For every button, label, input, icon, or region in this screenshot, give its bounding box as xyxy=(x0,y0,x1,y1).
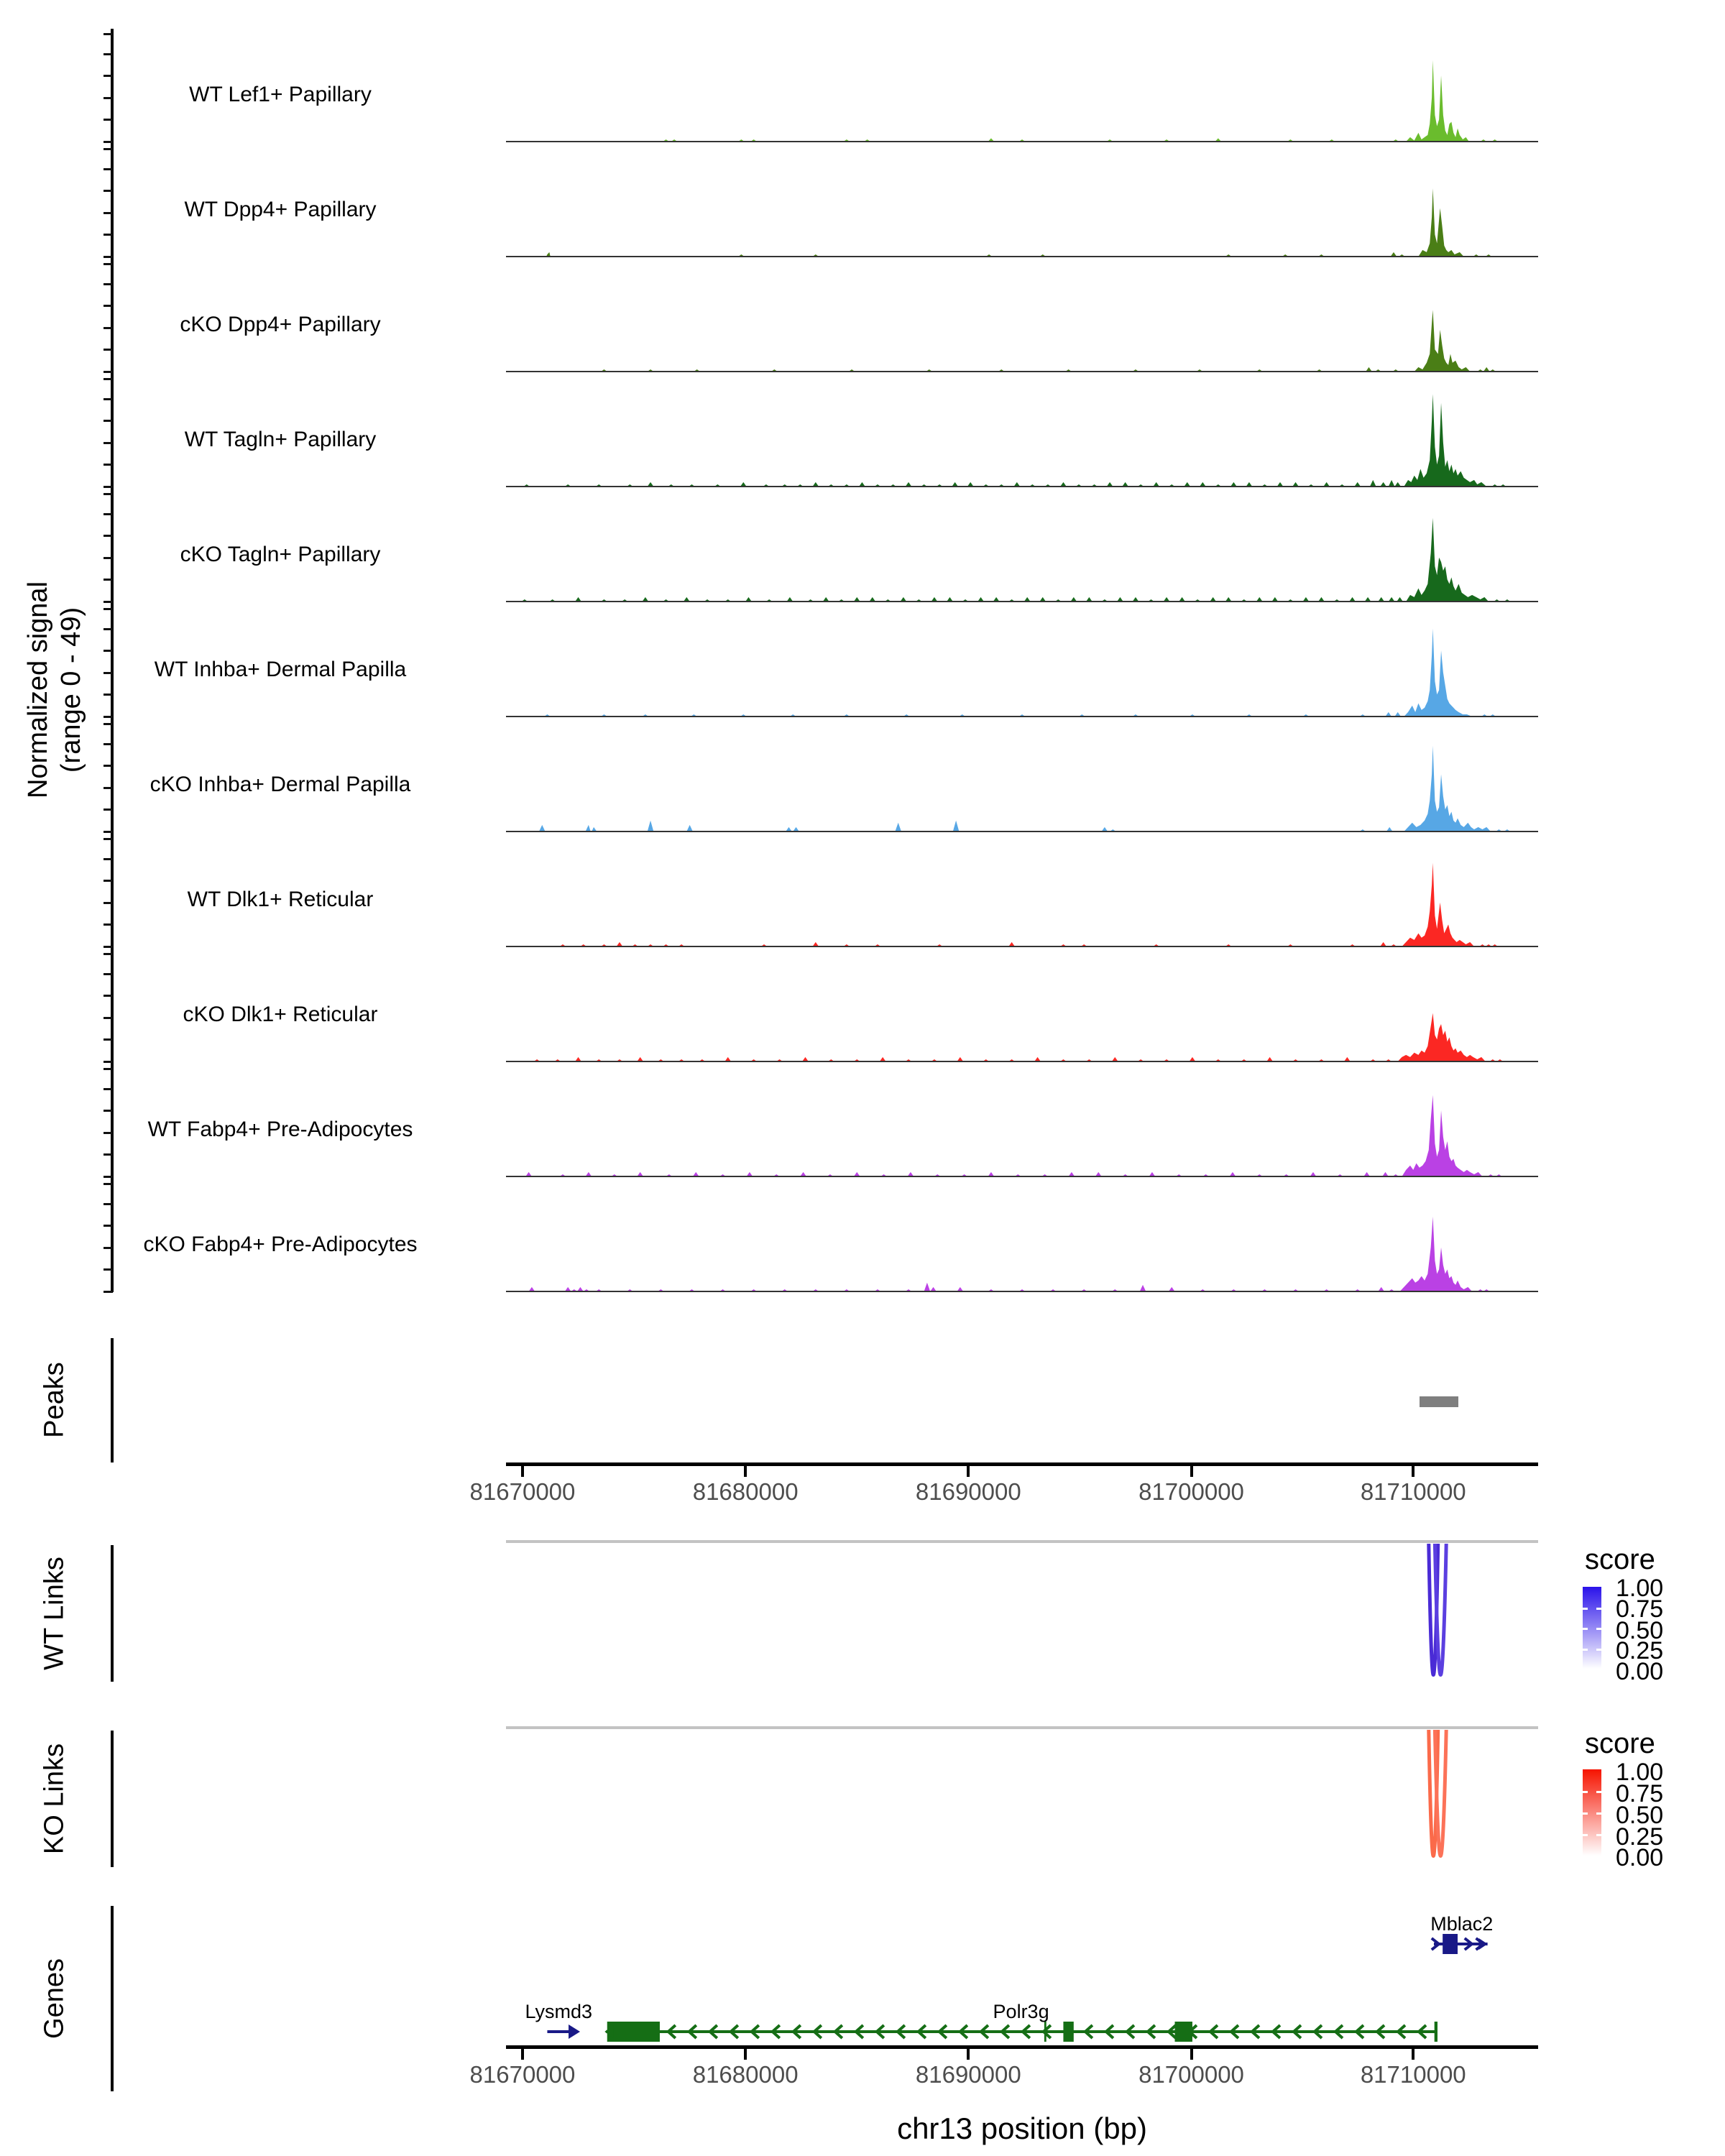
y-axis-tick xyxy=(104,579,113,581)
track-signal xyxy=(506,149,1538,257)
wt-links-panel-label: WT Links xyxy=(39,1557,70,1670)
legend-notch xyxy=(1583,1628,1588,1630)
wt-links-axis-line xyxy=(111,1545,114,1682)
y-axis-tick xyxy=(104,1268,113,1271)
track-label: WT Tagln+ Papillary xyxy=(184,428,377,451)
gene-name-label: Mblac2 xyxy=(1430,1913,1494,1935)
track-label: cKO Dlk1+ Reticular xyxy=(183,1003,378,1026)
legend-notch xyxy=(1596,1608,1601,1610)
y-axis-tick xyxy=(104,234,113,236)
ruler-tick xyxy=(744,2049,747,2060)
peaks-axis-line xyxy=(111,1338,114,1462)
legend-notch xyxy=(1583,1649,1588,1651)
y-axis-tick xyxy=(104,263,113,265)
y-axis-tick xyxy=(104,743,113,745)
ruler-tick xyxy=(967,1466,970,1477)
track-signal xyxy=(506,264,1538,372)
track-baseline xyxy=(506,716,1538,717)
legend-notch xyxy=(1583,1834,1588,1836)
y-axis-tick xyxy=(104,716,113,718)
position-ruler-mid-line xyxy=(506,1462,1538,1466)
track-signal xyxy=(506,379,1538,487)
legend-notch xyxy=(1596,1834,1601,1836)
y-axis-tick xyxy=(104,33,113,35)
legend-tick-label: 1.00 xyxy=(1616,1575,1664,1602)
track-signal xyxy=(506,34,1538,142)
gene-name-label: Lysmd3 xyxy=(525,2001,593,2022)
ruler-tick-label: 81700000 xyxy=(1138,2061,1244,2088)
wt-score-legend-title: score xyxy=(1585,1544,1655,1575)
ko-score-legend-title: score xyxy=(1585,1728,1655,1759)
y-axis-tick xyxy=(104,923,113,926)
track-label: cKO Tagln+ Papillary xyxy=(180,543,381,566)
gene-models xyxy=(506,1912,1538,2047)
y-axis-tick xyxy=(104,141,113,143)
y-axis-tick xyxy=(104,349,113,351)
ruler-tick xyxy=(1412,1466,1414,1477)
track-baseline xyxy=(506,1061,1538,1062)
legend-tick-label: 0.50 xyxy=(1616,1802,1664,1829)
y-axis-tick xyxy=(104,535,113,537)
ruler-tick-label: 81680000 xyxy=(692,1478,799,1505)
ruler-tick xyxy=(521,1466,524,1477)
ruler-tick xyxy=(1190,2049,1193,2060)
y-axis-tick xyxy=(104,371,113,373)
track-label: cKO Fabp4+ Pre-Adipocytes xyxy=(143,1233,418,1256)
y-axis-tick xyxy=(104,148,113,150)
ruler-tick-label: 81690000 xyxy=(915,2061,1021,2088)
y-axis-tick xyxy=(104,765,113,767)
legend-notch xyxy=(1596,1812,1601,1815)
track-baseline xyxy=(506,371,1538,372)
x-axis-title: chr13 position (bp) xyxy=(897,2111,1147,2145)
y-axis-tick xyxy=(104,1176,113,1178)
y-axis-tick xyxy=(104,486,113,488)
track-signal xyxy=(506,494,1538,602)
ruler-tick-label: 81700000 xyxy=(1138,1478,1244,1505)
y-axis-tick xyxy=(104,119,113,121)
legend-notch xyxy=(1596,1649,1601,1651)
y-axis-tick xyxy=(104,723,113,725)
y-axis-tick xyxy=(104,1088,113,1090)
ruler-tick xyxy=(744,1466,747,1477)
y-axis-tick xyxy=(104,190,113,192)
ruler-tick xyxy=(1412,2049,1414,2060)
track-signal xyxy=(506,1069,1538,1176)
y-axis-tick xyxy=(104,1068,113,1070)
y-axis-tick xyxy=(104,608,113,610)
ruler-tick-label: 81710000 xyxy=(1360,2061,1466,2088)
wt-score-legend-gradient xyxy=(1583,1587,1601,1669)
track-label: WT Dlk1+ Reticular xyxy=(187,888,374,911)
y-axis-tick xyxy=(104,398,113,400)
track-label: WT Fabp4+ Pre-Adipocytes xyxy=(147,1118,413,1141)
ruler-tick xyxy=(521,2049,524,2060)
peaks-panel-label: Peaks xyxy=(39,1362,70,1438)
legend-tick-label: 0.00 xyxy=(1616,1844,1664,1871)
y-axis-tick xyxy=(104,168,113,170)
y-axis-tick xyxy=(104,808,113,811)
legend-notch xyxy=(1583,1608,1588,1610)
y-axis-tick xyxy=(104,946,113,948)
y-axis-tick xyxy=(104,305,113,307)
y-axis-title-line1: Normalized signal xyxy=(23,581,53,799)
legend-tick-label: 0.75 xyxy=(1616,1780,1664,1807)
y-axis-tick xyxy=(104,256,113,258)
track-signal xyxy=(506,839,1538,946)
gene-name-label: Polr3g xyxy=(993,2001,1049,2022)
ruler-tick-label: 81690000 xyxy=(915,1478,1021,1505)
track-signal xyxy=(506,1184,1538,1291)
y-axis-tick xyxy=(104,420,113,422)
legend-tick-label: 0.75 xyxy=(1616,1595,1664,1623)
track-baseline xyxy=(506,486,1538,487)
legend-tick-label: 0.50 xyxy=(1616,1617,1664,1644)
legend-tick-label: 0.25 xyxy=(1616,1823,1664,1851)
genes-panel-label: Genes xyxy=(39,1958,70,2039)
ko-links-panel-label: KO Links xyxy=(39,1743,70,1855)
y-axis-tick xyxy=(104,378,113,380)
y-axis-tick xyxy=(104,831,113,833)
y-axis-tick xyxy=(104,1203,113,1205)
track-baseline xyxy=(506,1291,1538,1292)
y-axis-tick xyxy=(104,1110,113,1112)
ko-links-axis-line xyxy=(111,1731,114,1867)
track-label: WT Inhba+ Dermal Papilla xyxy=(154,658,407,681)
y-axis-tick xyxy=(104,995,113,997)
legend-notch xyxy=(1583,1812,1588,1815)
track-baseline xyxy=(506,946,1538,947)
legend-tick-label: 1.00 xyxy=(1616,1759,1664,1786)
y-axis-tick xyxy=(104,283,113,285)
legend-notch xyxy=(1596,1791,1601,1793)
y-axis-tick xyxy=(104,1183,113,1185)
track-baseline xyxy=(506,601,1538,602)
legend-tick-label: 0.25 xyxy=(1616,1637,1664,1664)
y-axis-tick xyxy=(104,973,113,975)
ruler-tick-label: 81670000 xyxy=(469,1478,576,1505)
track-baseline xyxy=(506,256,1538,257)
y-axis-tick xyxy=(104,838,113,840)
y-axis-tick xyxy=(104,1038,113,1041)
track-baseline xyxy=(506,141,1538,142)
y-axis-tick xyxy=(104,858,113,860)
y-axis-title xyxy=(22,581,88,798)
y-axis-tick xyxy=(104,75,113,77)
y-axis-tick xyxy=(104,1291,113,1293)
y-axis-tick xyxy=(104,1061,113,1063)
ko-score-legend-gradient xyxy=(1583,1769,1601,1856)
ruler-tick-label: 81670000 xyxy=(469,2061,576,2088)
y-axis-tick xyxy=(104,628,113,630)
wt-links-arcs xyxy=(506,1543,1538,1687)
y-axis-tick xyxy=(104,601,113,603)
y-axis-tick xyxy=(104,1225,113,1227)
y-axis-title-line2: (range 0 - 49) xyxy=(56,607,86,773)
y-axis-tick xyxy=(104,953,113,955)
legend-notch xyxy=(1583,1791,1588,1793)
ruler-tick xyxy=(967,2049,970,2060)
track-label: cKO Dpp4+ Papillary xyxy=(180,313,381,336)
ruler-tick-label: 81680000 xyxy=(692,2061,799,2088)
track-label: WT Dpp4+ Papillary xyxy=(184,198,377,221)
y-axis-tick xyxy=(104,53,113,55)
ruler-tick-label: 81710000 xyxy=(1360,1478,1466,1505)
legend-notch xyxy=(1596,1628,1601,1630)
y-axis-tick xyxy=(104,694,113,696)
y-axis-tick xyxy=(104,464,113,466)
position-ruler-bottom-line xyxy=(506,2045,1538,2049)
y-axis-tick xyxy=(104,880,113,882)
ko-links-arcs xyxy=(506,1729,1538,1866)
track-baseline xyxy=(506,1176,1538,1177)
y-axis-tick xyxy=(104,650,113,652)
genes-axis-line xyxy=(111,1906,114,2091)
y-axis-tick xyxy=(104,493,113,495)
y-axis-tick xyxy=(104,513,113,515)
track-label: WT Lef1+ Papillary xyxy=(189,83,372,106)
track-signal xyxy=(506,724,1538,831)
track-signal xyxy=(506,609,1538,717)
track-baseline xyxy=(506,831,1538,832)
legend-tick-label: 0.00 xyxy=(1616,1658,1664,1685)
track-label: cKO Inhba+ Dermal Papilla xyxy=(150,773,411,796)
ruler-tick xyxy=(1190,1466,1193,1477)
track-signal xyxy=(506,954,1538,1061)
y-axis-tick xyxy=(104,1153,113,1156)
peak-region-rect xyxy=(1420,1396,1459,1407)
